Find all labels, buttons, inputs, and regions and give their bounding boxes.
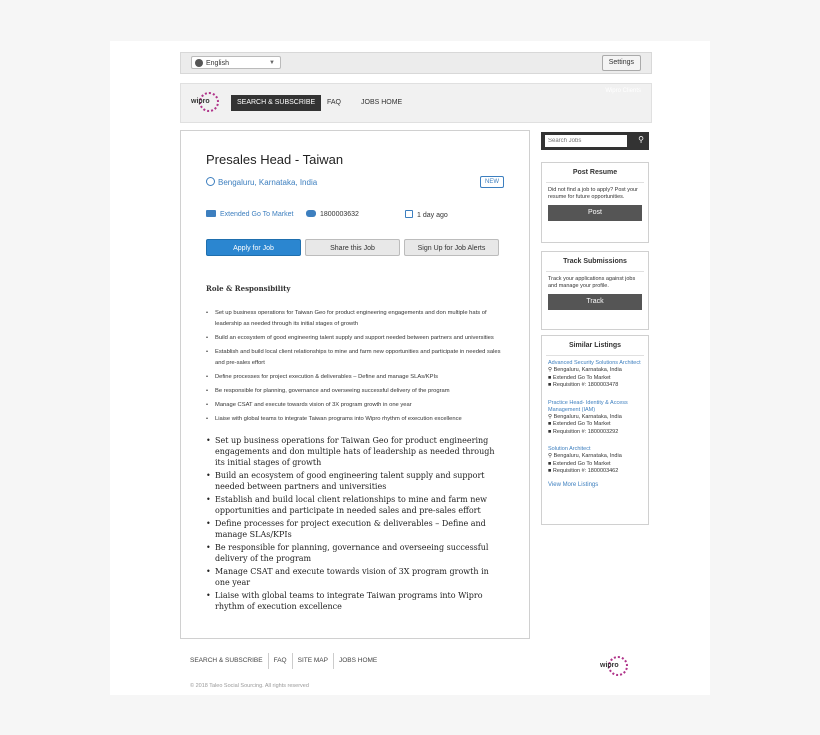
briefcase-icon: ■	[548, 468, 553, 474]
footer-faq-link[interactable]: FAQ	[269, 653, 293, 669]
folder-icon: ■	[548, 374, 553, 381]
briefcase-icon: ■	[548, 428, 553, 435]
responsibilities-list-large	[206, 435, 506, 614]
post-resume-panel	[541, 162, 649, 243]
folder-icon	[206, 210, 216, 217]
similar-listings-panel	[541, 335, 649, 525]
job-location: Bengaluru, Karnataka, India	[206, 177, 317, 187]
list-item: • Establish and build local client relationships to mine and farm new opportunities and participate in needed sales and pre-sales effort	[206, 494, 506, 516]
list-item: • Manage CSAT and execute towards vision of 3X program growth in one year	[206, 400, 511, 411]
panel-text: Did not find a job to apply? Post your resume for future opportunities.	[548, 187, 638, 200]
panel-title: Similar Listings	[546, 336, 644, 356]
track-button[interactable]: Track	[548, 294, 642, 310]
calendar-icon	[405, 210, 413, 218]
search-icon[interactable]: ⚲	[638, 135, 644, 144]
listing-location: ⚲ Bengaluru, Karnataka, India	[548, 367, 622, 373]
footer-wipro-logo[interactable]: wipro	[600, 656, 628, 680]
page	[110, 41, 710, 695]
list-item: • Be responsible for planning, governance and overseeing successful delivery of the program	[206, 542, 506, 564]
track-submissions-panel	[541, 251, 649, 330]
listing-link[interactable]: Advanced Security Solutions Architect	[548, 360, 641, 366]
nav-jobs-home[interactable]: JOBS HOME	[361, 99, 403, 106]
new-badge: NEW	[480, 176, 504, 188]
listing-requisition: ■ Requisition #: 1800003292	[548, 428, 619, 435]
footer-search-subscribe-link[interactable]: SEARCH & SUBSCRIBE	[190, 653, 269, 669]
list-item: • Liaise with global teams to integrate Taiwan programs into Wipro rhythm of execution excellence	[206, 414, 511, 425]
job-alerts-button[interactable]: Sign Up for Job Alerts	[404, 239, 499, 256]
settings-button[interactable]: Settings	[602, 55, 641, 71]
list-item: • Build an ecosystem of good engineering talent supply and support needed between partners and universities	[206, 470, 506, 492]
map-pin-icon: ⚲	[548, 367, 554, 373]
section-title: Role & Responsibility	[206, 284, 291, 293]
job-detail-card	[180, 130, 530, 639]
map-pin-icon: ⚲	[548, 453, 554, 459]
listing-item	[548, 446, 642, 476]
list-item: • Define processes for project execution & deliverables – Define and manage SLAs/KPIs	[206, 372, 511, 383]
listing-item	[548, 400, 642, 437]
list-item: • Manage CSAT and execute towards vision of 3X program growth in one year	[206, 566, 506, 588]
footer-jobs-home-link[interactable]: JOBS HOME	[338, 657, 378, 664]
view-more-listings-link[interactable]: View More Listings	[548, 481, 599, 488]
list-item: • Set up business operations for Taiwan Geo for product engineering engagements and don multiple hats of leadership as needed through its initial stages of growth	[206, 435, 506, 468]
list-item: • Set up business operations for Taiwan Geo for product engineering engagements and don multiple hats of leadership as needed through its initial stages of growth	[206, 308, 511, 330]
nav-search-subscribe[interactable]: SEARCH & SUBSCRIBE	[231, 95, 321, 111]
listing-link[interactable]: Solution Architect	[548, 446, 591, 452]
map-pin-icon: ⚲	[548, 413, 554, 420]
list-item: • Build an ecosystem of good engineering talent supply and support needed between partners and universities	[206, 333, 511, 344]
nav-bar	[180, 83, 652, 123]
panel-title: Post Resume	[546, 163, 644, 183]
nav-faq[interactable]: FAQ	[327, 99, 342, 106]
listing-item	[548, 360, 642, 390]
footer-site-map-link[interactable]: SITE MAP	[293, 653, 334, 669]
listing-category: ■ Extended Go To Market	[548, 374, 611, 381]
briefcase-icon: ■	[548, 382, 553, 388]
list-item: • Liaise with global teams to integrate Taiwan programs into Wipro rhythm of execution excellence	[206, 590, 506, 612]
panel-text: Track your applications against jobs and manage your profile.	[548, 276, 636, 289]
search-input[interactable]	[545, 135, 627, 147]
post-button[interactable]: Post	[548, 205, 642, 221]
job-category[interactable]: Extended Go To Market	[206, 210, 293, 218]
copyright-text: © 2018 Taleo Social Sourcing. All rights reserved	[190, 683, 309, 689]
listing-category: ■ Extended Go To Market	[548, 421, 611, 427]
job-requisition: 1800003632	[306, 210, 359, 218]
briefcase-icon	[306, 210, 316, 217]
listing-location: ⚲ Bengaluru, Karnataka, India	[548, 453, 622, 459]
nav-wipro-clients[interactable]: Wipro Clients	[605, 88, 641, 94]
list-item: • Be responsible for planning, governance and overseeing successful delivery of the program	[206, 386, 511, 397]
job-search-box	[541, 132, 649, 150]
top-bar	[180, 52, 652, 74]
responsibilities-list-small	[206, 308, 511, 428]
listing-location: ⚲ Bengaluru, Karnataka, India	[548, 413, 622, 420]
list-item: • Define processes for project execution & deliverables – Define and manage SLAs/KPIs	[206, 518, 506, 540]
wipro-logo[interactable]: wipro	[191, 92, 219, 114]
chevron-down-icon: ▼	[269, 60, 275, 66]
job-posted-date: 1 day ago	[405, 210, 448, 219]
listing-requisition: ■ Requisition #: 1800003478	[548, 382, 619, 388]
listing-category: ■ Extended Go To Market	[548, 460, 611, 467]
footer-nav	[190, 653, 382, 669]
list-item: • Establish and build local client relationships to mine and farm new opportunities and participate in needed sales and pre-sales effort	[206, 347, 511, 369]
language-value: English	[206, 60, 229, 67]
language-select[interactable]	[191, 56, 281, 69]
folder-icon: ■	[548, 421, 553, 427]
listing-requisition: ■ Requisition #: 1800003462	[548, 468, 619, 474]
search-icon	[206, 177, 215, 186]
panel-title: Track Submissions	[546, 252, 644, 272]
share-button[interactable]: Share this Job	[305, 239, 400, 256]
job-title: Presales Head - Taiwan	[206, 152, 344, 167]
globe-icon	[195, 59, 203, 67]
listing-link[interactable]: Practice Head- Identity & Access Management (IAM)	[548, 399, 628, 413]
apply-button[interactable]: Apply for Job	[206, 239, 301, 256]
folder-icon: ■	[548, 460, 553, 467]
